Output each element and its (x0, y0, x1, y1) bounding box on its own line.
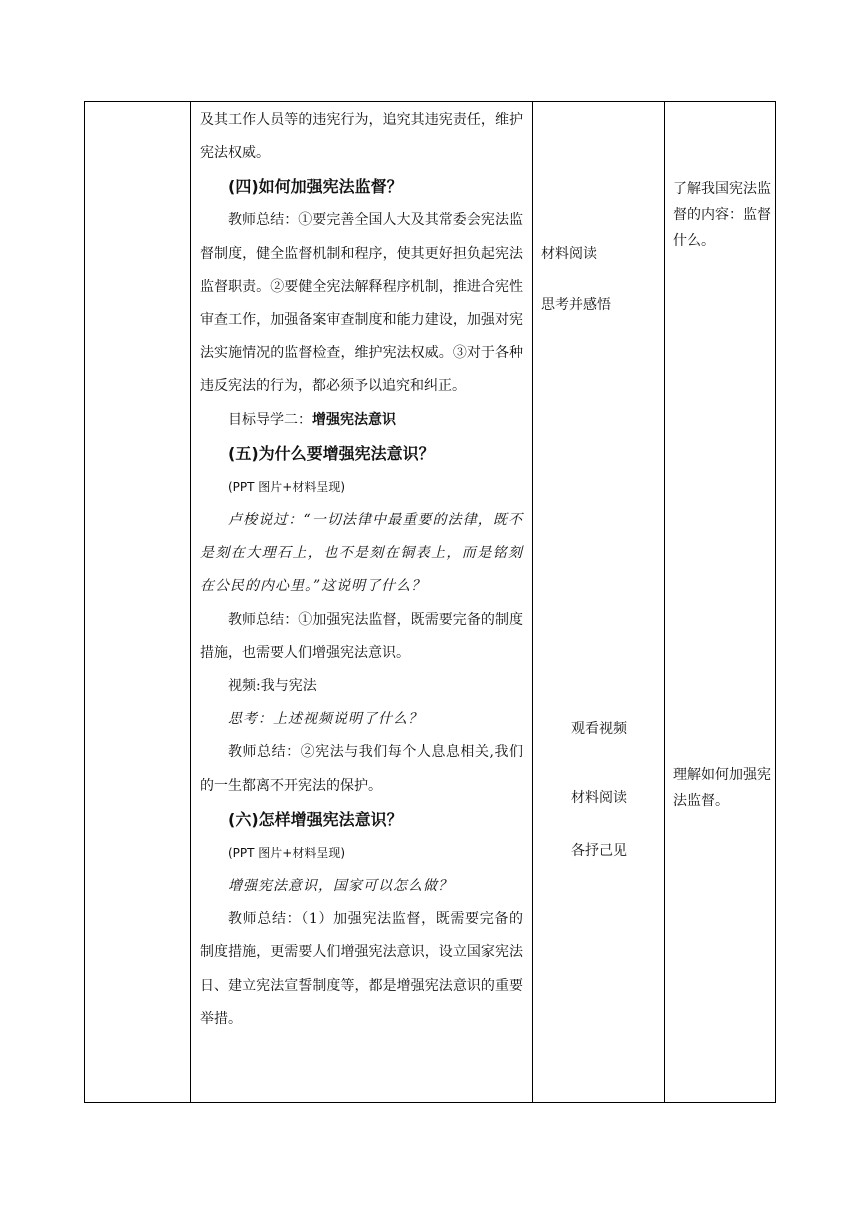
video-line: 视频:我与宪法 (228, 678, 317, 695)
student-activity-cell (533, 102, 665, 1103)
design-intent-text: 了解我国宪法监督的内容：监督什么。 (673, 181, 771, 249)
activity-item: 材料阅读 (541, 246, 597, 262)
paragraph: 教师总结：（1）加强宪法监督，既需要完备的制度措施，更需要人们增强宪法意识，设立国家宪法日、建立宪法宣誓制度等，都是增强宪法意识的重要举措。 (200, 911, 523, 1027)
quote-paragraph: 卢梭说过：“一切法律中最重要的法律，既不是刻在大理石上，也不是刻在铜表上，而是铭刻在公民的内心里。”这说明了什么？ (200, 512, 523, 595)
question-line: 思考：上述视频说明了什么？ (228, 711, 423, 728)
activity-item: 观看视频 (571, 721, 627, 737)
activity-item: 材料阅读 (571, 790, 627, 806)
design-intent-cell (665, 102, 776, 1103)
paragraph: 及其工作人员等的违宪行为，追究其违宪责任，维护宪法权威。 (200, 112, 523, 162)
empty-cell (85, 102, 191, 1103)
section-heading: (六)怎样增强宪法意识？ (228, 809, 403, 829)
material-note: (PPT 图片+材料呈现) (228, 845, 346, 860)
goal-line (200, 404, 523, 437)
design-intent-text: 理解如何加强宪法监督。 (673, 767, 771, 809)
lesson-table (84, 101, 776, 1103)
activity-item: 各抒己见 (571, 843, 627, 859)
goal-label: 目标导学二： (228, 411, 312, 428)
activity-item: 思考并感悟 (541, 297, 611, 313)
section-heading: (四)如何加强宪法监督？ (228, 177, 403, 197)
question-line: 增强宪法意识，国家可以怎么做？ (228, 878, 453, 895)
goal-title: 增强宪法意识 (312, 411, 396, 428)
teaching-content-cell (191, 102, 533, 1103)
section-heading: (五)为什么要增强宪法意识？ (228, 443, 435, 463)
material-note: (PPT 图片+材料呈现) (228, 479, 346, 494)
paragraph: 教师总结：②宪法与我们每个人息息相关,我们的一生都离不开宪法的保护。 (200, 744, 523, 794)
paragraph: 教师总结：①加强宪法监督，既需要完备的制度措施，也需要人们增强宪法意识。 (200, 611, 523, 661)
paragraph: 教师总结：①要完善全国人大及其常委会宪法监督制度，健全监督机制和程序，使其更好担负起宪法监督职责。②要健全宪法解释程序机制，推进合宪性审查工作，加强备案审查制度和能力建设，加强对宪法实施情况的监督检查，维护宪法权威。③对于各种违反宪法的行为，都必须予以追究和纠正。 (200, 212, 523, 395)
